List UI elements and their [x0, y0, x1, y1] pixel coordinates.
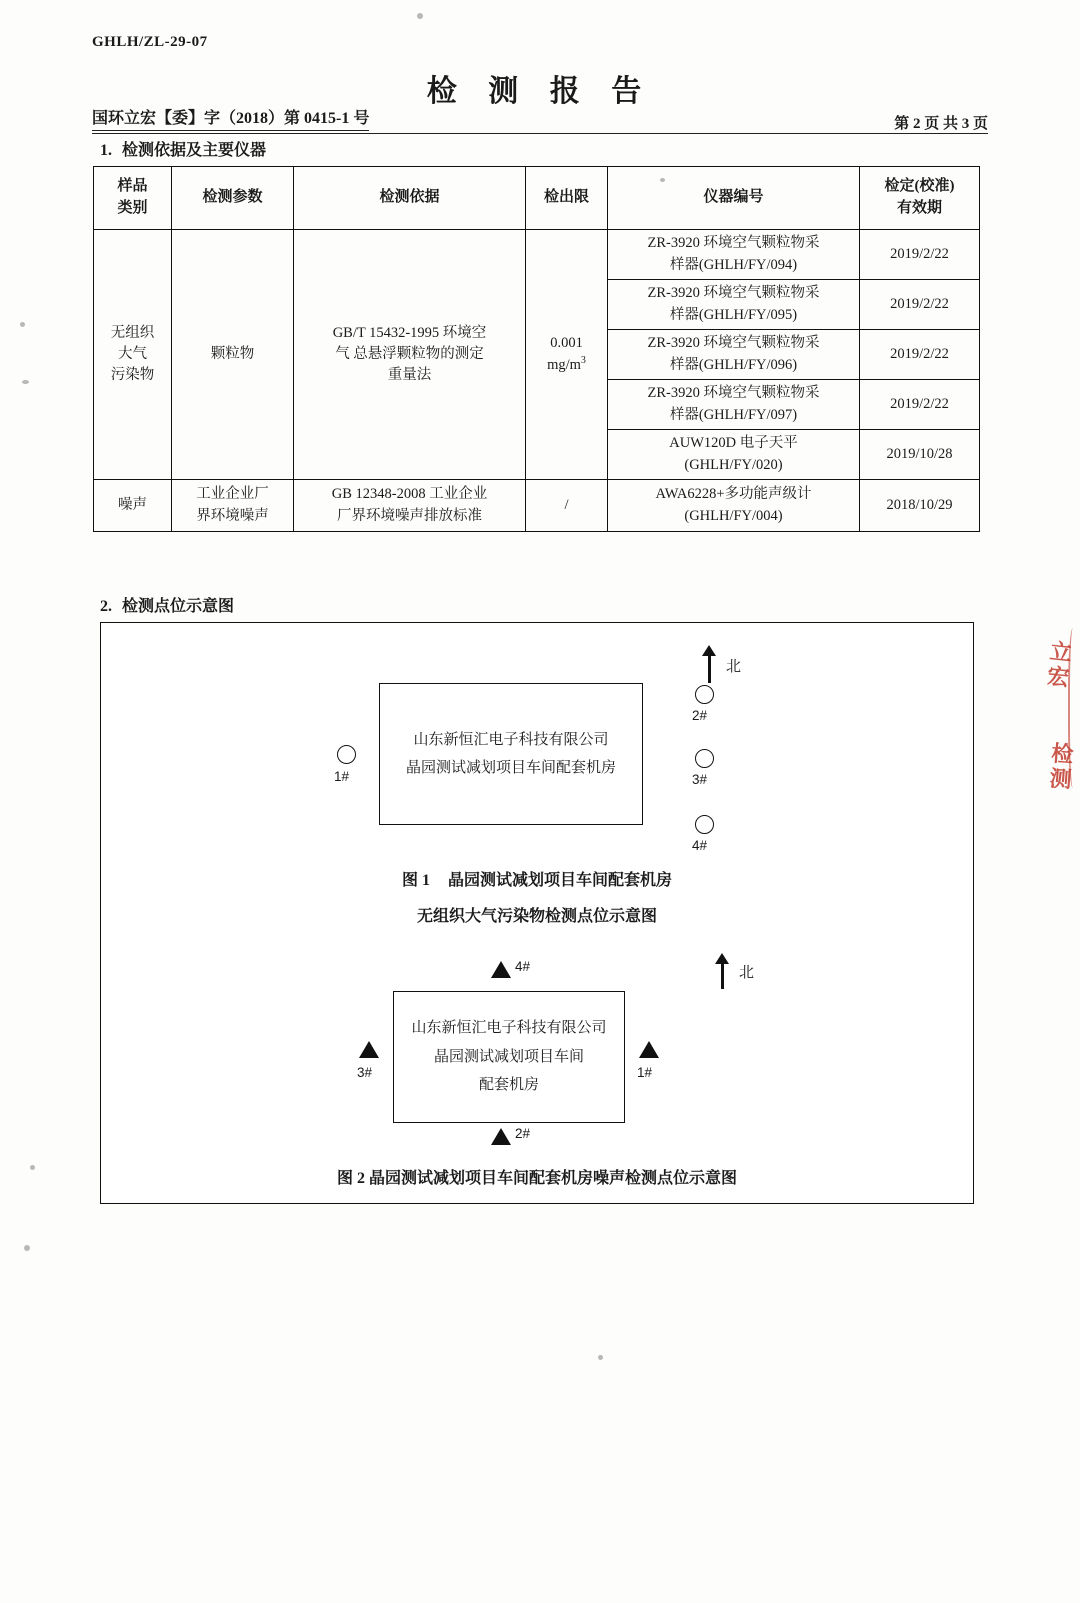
- fig2-point-4-label: 4#: [515, 959, 531, 974]
- fig2-north-label: 北: [739, 965, 755, 981]
- fig1-point-3-label: 3#: [692, 772, 708, 787]
- cell-instrument-1: ZR-3920 环境空气颗粒物采 样器(GHLH/FY/094): [608, 230, 860, 280]
- col-header-parameter: 检测参数: [172, 167, 294, 230]
- header-divider: [92, 133, 988, 134]
- scan-speck: [660, 178, 665, 182]
- fig2-point-3-label: 3#: [357, 1065, 373, 1080]
- cell-sample-type-noise: 噪声: [94, 480, 172, 532]
- monitoring-point-diagram: [100, 622, 974, 1204]
- cell-valid-6: 2018/10/29: [860, 480, 980, 532]
- fig2-north-arrow-head: [715, 953, 729, 964]
- fig1-caption-line1: 图 1 晶园测试减划项目车间配套机房: [401, 872, 673, 889]
- page-number: 第 2 页 共 3 页: [894, 116, 988, 132]
- fig1-plant-box: 山东新恒汇电子科技有限公司 晶园测试减划项目车间配套机房: [379, 683, 643, 825]
- section-1-number: 1.: [100, 142, 112, 159]
- section-2-title: 检测点位示意图: [122, 598, 235, 615]
- scan-speck: [22, 380, 29, 384]
- fig2-point-1-marker: [639, 1041, 659, 1058]
- fig2-point-4-marker: [491, 961, 511, 978]
- cell-detection-limit-noise: /: [526, 480, 608, 532]
- cell-valid-5: 2019/10/28: [860, 430, 980, 480]
- scan-speck: [30, 1165, 35, 1170]
- fig2-point-3-marker: [359, 1041, 379, 1058]
- cell-sample-type-air: 无组织 大气 污染物: [94, 230, 172, 480]
- col-header-detection-limit: 检出限: [526, 167, 608, 230]
- fig2-point-1-label: 1#: [637, 1065, 653, 1080]
- fig2-caption: 图 2 晶园测试减划项目车间配套机房噪声检测点位示意图: [336, 1170, 737, 1187]
- section-1-title: 检测依据及主要仪器: [122, 142, 267, 159]
- instrument-table: [93, 166, 980, 532]
- cell-instrument-5: AUW120D 电子天平 (GHLH/FY/020): [608, 430, 860, 480]
- fig2-plant-box: 山东新恒汇电子科技有限公司 晶园测试减划项目车间 配套机房: [393, 991, 625, 1123]
- cell-parameter-particulate: 颗粒物: [172, 230, 294, 480]
- fig1-north-label: 北: [726, 659, 742, 675]
- cell-basis-air: GB/T 15432-1995 环境空 气 总悬浮颗粒物的测定 重量法: [294, 230, 526, 480]
- page-title: 检 测 报 告: [426, 75, 654, 108]
- cell-instrument-2: ZR-3920 环境空气颗粒物采 样器(GHLH/FY/095): [608, 280, 860, 330]
- document-code: GHLH/ZL-29-07: [92, 34, 208, 50]
- fig2-point-2-marker: [491, 1128, 511, 1145]
- fig1-point-2-label: 2#: [692, 708, 708, 723]
- cell-parameter-noise: 工业企业厂 界环境噪声: [172, 480, 294, 532]
- cell-basis-noise: GB 12348-2008 工业企业 厂界环境噪声排放标准: [294, 480, 526, 532]
- scan-speck: [417, 13, 423, 19]
- figure-2: [101, 623, 973, 1203]
- cell-instrument-6: AWA6228+多功能声级计 (GHLH/FY/004): [608, 480, 860, 532]
- section-1-heading: [100, 137, 266, 160]
- cell-valid-4: 2019/2/22: [860, 380, 980, 430]
- scan-speck: [598, 1355, 603, 1360]
- section-2-number: 2.: [100, 598, 112, 615]
- fig1-caption-line2: 无组织大气污染物检测点位示意图: [416, 908, 657, 925]
- cell-valid-3: 2019/2/22: [860, 330, 980, 380]
- cell-valid-1: 2019/2/22: [860, 230, 980, 280]
- seal-mark-bottom: 检测: [1046, 741, 1075, 793]
- fig2-point-2-label: 2#: [515, 1126, 531, 1141]
- report-number: 国环立宏【委】字（2018）第 0415-1 号: [92, 105, 369, 131]
- scan-speck: [20, 322, 25, 327]
- col-header-instrument-no: 仪器编号: [608, 167, 860, 230]
- table-header-row: [94, 167, 980, 230]
- cell-instrument-4: ZR-3920 环境空气颗粒物采 样器(GHLH/FY/097): [608, 380, 860, 430]
- fig2-north-arrow-stem: [721, 963, 724, 989]
- cell-valid-2: 2019/2/22: [860, 280, 980, 330]
- col-header-sample-type: 样品 类别: [94, 167, 172, 230]
- scan-speck: [24, 1245, 30, 1251]
- fig1-point-1-label: 1#: [334, 769, 350, 784]
- fig1-point-4-label: 4#: [692, 838, 708, 853]
- col-header-valid-period: 检定(校准) 有效期: [860, 167, 980, 230]
- cell-instrument-3: ZR-3920 环境空气颗粒物采 样器(GHLH/FY/096): [608, 330, 860, 380]
- seal-mark-top: 立宏: [1043, 638, 1074, 692]
- col-header-basis: 检测依据: [294, 167, 526, 230]
- cell-detection-limit-air: 0.001 $mg/m^3$: [526, 230, 608, 480]
- instrument-table-wrapper: [93, 166, 979, 532]
- table-row: [94, 480, 980, 532]
- section-2-heading: [100, 593, 234, 616]
- table-row: [94, 230, 980, 280]
